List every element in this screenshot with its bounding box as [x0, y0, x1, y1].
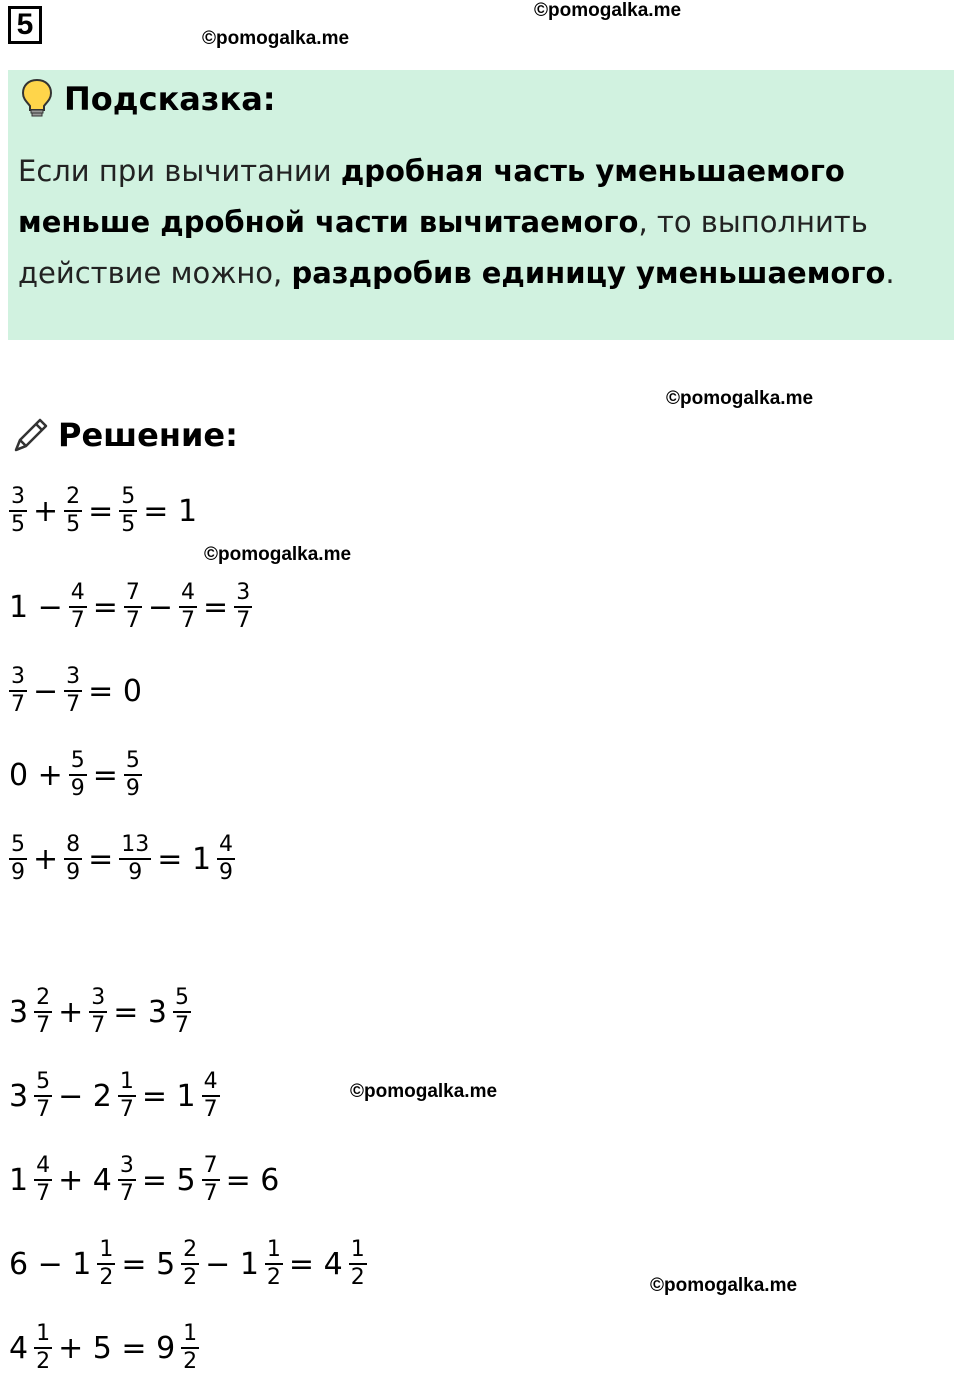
numerator: 1 — [118, 1069, 136, 1097]
numerator: 2 — [64, 484, 82, 512]
denominator: 5 — [66, 512, 81, 537]
watermark: ©pomogalka.me — [534, 0, 682, 21]
fraction — [202, 1069, 220, 1123]
fraction — [179, 580, 197, 634]
fraction — [69, 748, 87, 802]
equation-line — [6, 484, 200, 538]
denominator: 2 — [36, 1349, 51, 1374]
lightbulb-icon — [20, 78, 54, 118]
denominator: 5 — [11, 512, 25, 537]
task-number: 5 — [8, 6, 42, 44]
equation-term: + — [33, 493, 59, 529]
denominator: 9 — [11, 860, 25, 885]
denominator: 7 — [66, 692, 81, 717]
denominator: 2 — [350, 1265, 365, 1290]
equation-term: + — [58, 994, 84, 1030]
equation-term: = 5 — [141, 1162, 196, 1198]
numerator: 4 — [179, 580, 197, 608]
equation-line — [6, 985, 194, 1039]
equation-line — [6, 1321, 202, 1375]
solution-title: Решение: — [58, 416, 238, 454]
denominator: 7 — [70, 608, 85, 633]
numerator: 5 — [69, 748, 87, 776]
numerator: 5 — [9, 832, 27, 860]
equation-term: 6 − 1 — [9, 1246, 92, 1282]
equation-term: 3 — [9, 994, 29, 1030]
watermark: ©pomogalka.me — [650, 1275, 798, 1296]
fraction — [181, 1321, 199, 1375]
numerator: 4 — [217, 832, 235, 860]
fraction — [97, 1237, 115, 1291]
equation-term: = — [88, 841, 114, 877]
equation-term: = 5 — [121, 1246, 176, 1282]
denominator: 2 — [99, 1265, 114, 1290]
fraction — [64, 832, 82, 886]
denominator: 7 — [175, 1013, 189, 1038]
equation-term: = 1 — [143, 493, 198, 529]
numerator: 3 — [89, 985, 107, 1013]
fraction — [34, 985, 52, 1039]
fraction — [9, 832, 27, 886]
numerator: 1 — [34, 1321, 52, 1349]
numerator: 7 — [124, 580, 142, 608]
equation-term: 1 — [9, 1162, 29, 1198]
numerator: 5 — [34, 1069, 52, 1097]
pencil-icon — [10, 414, 52, 456]
denominator: 7 — [203, 1181, 218, 1206]
numerator: 3 — [9, 484, 27, 512]
equation-term: = 1 — [157, 841, 212, 877]
fraction — [64, 664, 82, 718]
hint-title: Подсказка: — [64, 80, 276, 118]
denominator: 7 — [36, 1097, 51, 1122]
equation-line — [6, 1069, 223, 1123]
denominator: 2 — [183, 1349, 198, 1374]
equation-line — [6, 664, 145, 718]
equation-term: − — [147, 589, 174, 625]
equation-term: = — [92, 757, 118, 793]
equation-term: + 5 = 9 — [58, 1330, 176, 1366]
numerator: 1 — [97, 1237, 115, 1265]
denominator: 7 — [119, 1181, 134, 1206]
numerator: 1 — [349, 1237, 367, 1265]
fraction — [9, 664, 27, 718]
fraction — [69, 580, 87, 634]
denominator: 7 — [36, 1013, 51, 1038]
fraction — [173, 985, 191, 1039]
denominator: 9 — [219, 860, 234, 885]
denominator: 7 — [11, 692, 25, 717]
numerator: 1 — [265, 1237, 283, 1265]
fraction — [118, 1153, 136, 1207]
equation-term: = 0 — [88, 673, 142, 709]
equation-line — [6, 1153, 282, 1207]
numerator: 4 — [202, 1069, 220, 1097]
equation-line — [6, 580, 255, 634]
fraction — [217, 832, 235, 886]
equation-line — [6, 832, 238, 886]
fraction — [234, 580, 252, 634]
watermark: ©pomogalka.me — [202, 28, 350, 49]
fraction — [265, 1237, 283, 1291]
denominator: 9 — [70, 776, 85, 801]
watermark: ©pomogalka.me — [350, 1081, 498, 1102]
fraction — [34, 1153, 52, 1207]
numerator: 5 — [173, 985, 191, 1013]
fraction — [64, 484, 82, 538]
fraction — [34, 1069, 52, 1123]
fraction — [89, 985, 107, 1039]
numerator: 3 — [118, 1153, 136, 1181]
watermark: ©pomogalka.me — [204, 544, 352, 565]
equation-term: = 6 — [225, 1162, 280, 1198]
equation-term: 0 + — [9, 757, 63, 793]
denominator: 7 — [91, 1013, 106, 1038]
fraction — [202, 1153, 220, 1207]
denominator: 7 — [236, 608, 251, 633]
equation-term: = 3 — [113, 994, 167, 1030]
equation-term: = — [203, 589, 229, 625]
equation-term: − 1 — [205, 1246, 259, 1282]
numerator: 5 — [119, 484, 137, 512]
denominator: 7 — [36, 1181, 51, 1206]
denominator: 7 — [125, 608, 140, 633]
equation-term: − — [33, 673, 59, 709]
numerator: 5 — [124, 748, 142, 776]
equation-term: 3 — [9, 1078, 29, 1114]
numerator: 4 — [34, 1153, 52, 1181]
equation-term: − 2 — [58, 1078, 112, 1114]
numerator: 8 — [64, 832, 82, 860]
numerator: 7 — [202, 1153, 220, 1181]
equation-term: 4 — [9, 1330, 29, 1366]
numerator: 3 — [64, 664, 82, 692]
numerator: 3 — [234, 580, 252, 608]
numerator: 3 — [9, 664, 27, 692]
fraction — [118, 1069, 136, 1123]
equation-term: = — [88, 493, 114, 529]
denominator: 2 — [266, 1265, 281, 1290]
denominator: 5 — [121, 512, 136, 537]
denominator: 9 — [66, 860, 81, 885]
hint-text: Если при вычитании дробная часть уменьшаемого меньше дробной части вычитаемого, то выполнить действие можно, раздробив единицу уменьшаемого. — [18, 154, 895, 290]
fraction — [34, 1321, 52, 1375]
numerator: 2 — [34, 985, 52, 1013]
watermark: ©pomogalka.me — [666, 388, 814, 409]
denominator: 9 — [125, 776, 140, 801]
fraction — [349, 1237, 367, 1291]
denominator: 9 — [128, 860, 143, 885]
equation-term: + 4 — [58, 1162, 112, 1198]
denominator: 7 — [203, 1097, 218, 1122]
fraction — [124, 748, 142, 802]
numerator: 4 — [69, 580, 87, 608]
numerator: 13 — [119, 832, 151, 860]
fraction — [181, 1237, 199, 1291]
fraction — [9, 484, 27, 538]
equation-term: = 1 — [141, 1078, 196, 1114]
numerator: 2 — [181, 1237, 199, 1265]
equation-term: = — [92, 589, 118, 625]
equation-term: 1 − — [9, 589, 63, 625]
equation-term: = 4 — [288, 1246, 343, 1282]
denominator: 7 — [119, 1097, 134, 1122]
denominator: 2 — [183, 1265, 198, 1290]
fraction — [124, 580, 142, 634]
equation-line — [6, 1237, 370, 1291]
denominator: 7 — [181, 608, 196, 633]
fraction — [119, 832, 151, 886]
numerator: 1 — [181, 1321, 199, 1349]
fraction — [119, 484, 137, 538]
equation-line — [6, 748, 145, 802]
equation-term: + — [33, 841, 59, 877]
